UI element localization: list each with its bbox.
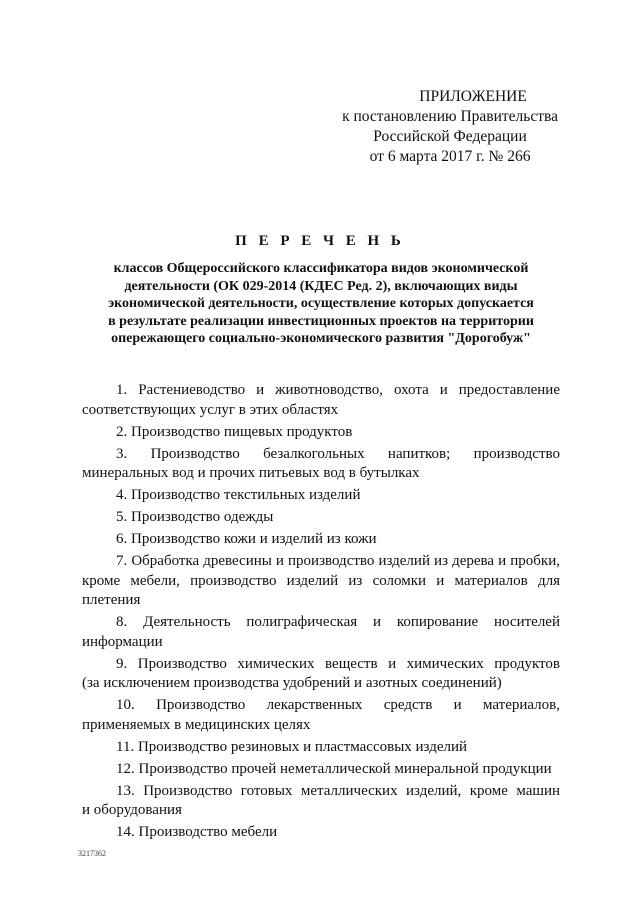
list-item-line: 11. Производство резиновых и пластмассовых изделий (116, 738, 468, 755)
list-item-line: 7. Обработка древесины и производство изделий из дерева и пробки, (116, 553, 560, 569)
list-item-line: и оборудования (82, 802, 182, 818)
appendix-title: ПРИЛОЖЕНИЕ (419, 88, 527, 105)
list-item-line: 4. Производство текстильных изделий (116, 487, 361, 503)
list-item-line: кроме мебели, производство изделий из соломки и материалов для (82, 572, 560, 589)
list-item-line: 5. Производство одежды (116, 509, 274, 525)
list-item-line: 9. Производство химических веществ и химических продуктов (116, 655, 560, 672)
appendix-line-2: Российской Федерации (373, 128, 527, 145)
list-item-line: информации (82, 633, 163, 650)
list-item (82, 760, 560, 780)
list-item-line: 2. Производство пищевых продуктов (116, 423, 353, 440)
list-item (82, 655, 560, 694)
list-item (82, 823, 560, 843)
list-item-line: 13. Производство готовых металлических изделий, кроме машин (116, 782, 560, 799)
subtitle-line: в результате реализации инвестиционных проектов на территории (108, 313, 534, 329)
list-item (82, 696, 560, 735)
list-item-line: 6. Производство кожи и изделий из кожи (116, 531, 377, 547)
list-item-line: 14. Производство мебели (116, 824, 278, 840)
appendix-line-1: к постановлению Правительства (342, 108, 558, 125)
appendix-block (342, 87, 558, 167)
list-item-line: (за исключением производства удобрений и азотных соединений) (82, 675, 502, 691)
list-item-line: 1. Растениеводство и животноводство, охота и предоставление (116, 382, 560, 398)
list-item (82, 423, 560, 443)
subtitle-line: экономической деятельности, осуществление которых допускается (108, 296, 534, 311)
list-item-line: 3. Производство безалкогольных напитков; производство (116, 445, 560, 462)
list-item (82, 738, 560, 758)
list-item-line: применяемых в медицинских целях (82, 716, 311, 733)
list-item-line: 10. Производство лекарственных средств и материалов, (116, 697, 560, 713)
list-item-line: соответствующих услуг в этих областях (82, 401, 339, 418)
list-item (82, 381, 560, 420)
list-item-line: минеральных вод и прочих питьевых вод в бутылках (82, 465, 420, 481)
subtitle-line: классов Общероссийского классификатора видов экономической (113, 261, 529, 276)
subtitle-line: опережающего социально-экономического развития "Дорогобуж" (111, 331, 531, 346)
list-item-line: 8. Деятельность полиграфическая и копирование носителей (116, 614, 560, 630)
document-code: 3217362 (78, 849, 106, 858)
activity-list (82, 381, 560, 845)
appendix-line-3: от 6 марта 2017 г. № 266 (369, 148, 531, 165)
list-item (82, 552, 560, 611)
list-item-line: плетения (82, 592, 141, 608)
document-subtitle (82, 260, 560, 348)
list-item (82, 445, 560, 484)
list-item (82, 530, 560, 550)
list-item (82, 613, 560, 652)
subtitle-line: деятельности (ОК 029-2014 (КДЕС Ред. 2), включающих виды (124, 278, 518, 294)
list-item (82, 486, 560, 506)
list-item (82, 782, 560, 821)
list-item (82, 508, 560, 528)
document-heading: П Е Р Е Ч Е Н Ь (235, 233, 405, 249)
list-item-line: 12. Производство прочей неметаллической минеральной продукции (116, 760, 552, 777)
